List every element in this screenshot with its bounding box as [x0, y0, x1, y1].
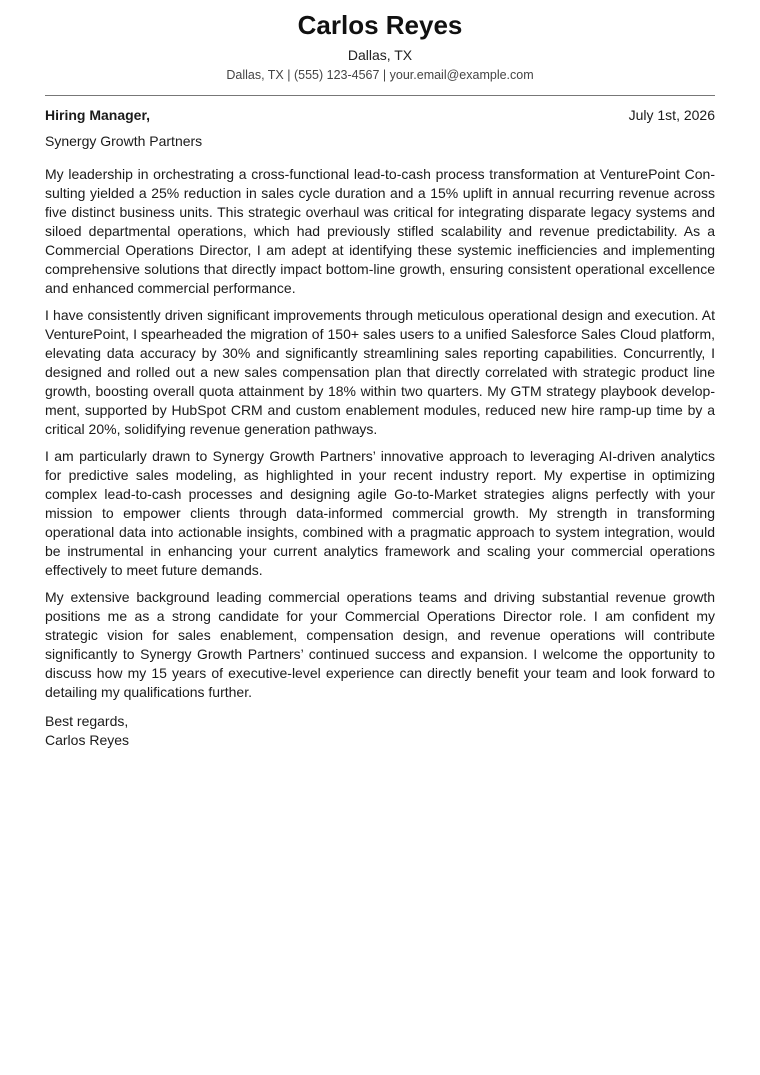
- header-divider: [45, 95, 715, 96]
- letter-date: July 1st, 2026: [628, 107, 715, 123]
- body-paragraph-1: My leadership in orchestrating a cross-functional lead-to-cash process transformation at VenturePoint Consulting yielded a 25% reduction in sales cycle duration and a 15% uplift in annual recurring revenue across five distinct business units. This strategic overhaul was critical for integrating disparate legacy systems and siloed departmental operations, which had previously stifled scalability and revenue predictability. As a Commercial Operations Director, I am adept at identifying these systemic inefficiencies and implementing comprehensive solutions that directly impact bottom-line growth, ensuring consistent operational excellence and enhanced commercial performance.: [45, 166, 715, 296]
- body-paragraph-2: I have consistently driven significant improvements through meticulous operational design and execution. At VenturePoint, I spearheaded the migration of 150+ sales users to a unified Salesforce Sales Cloud platform, elevating data accuracy by 30% and significantly streamlining sales reporting capabilities. Concurrently, I designed and rolled out a new sales compensation plan that directly correlated with strategic product line growth, boosting overall quota attainment by 18% within two quarters. My GTM strategy playbook development, supported by HubSpot CRM and custom enablement modules, reduced new hire ramp-up time by a critical 20%, solidifying revenue generation pathways.: [45, 307, 715, 437]
- applicant-contact-line: Dallas, TX | (555) 123-4567 | your.email@example.com: [226, 68, 534, 82]
- body-paragraph-3: I am particularly drawn to Synergy Growth Partners’ innovative approach to leveraging AI-driven analytics for predictive sales modeling, as highlighted in your recent industry report. My expertise in optimizing complex lead-to-cash processes and designing agile Go-to-Market strategies aligns perfectly with your mission to empower clients through data-informed commercial growth. My strength in transforming operational data into actionable insights, combined with a pragmatic approach to system integration, would be instrumental in enhancing your current analytics framework and scaling your commercial operations effectively to meet future demands.: [45, 448, 715, 578]
- sign-off: Best regards,: [45, 713, 129, 729]
- letter-body: [45, 165, 715, 702]
- body-paragraph-4: My extensive background leading commercial operations teams and driving substantial revenue growth positions me as a strong candidate for your Commercial Operations Director role. I am confident my strategic vision for sales enablement, compensation design, and revenue operations will contribute significantly to Synergy Growth Partners’ continued success and expansion. I welcome the opportunity to discuss how my 15 years of executive-level experience can directly benefit your team and look forward to detailing my qualifications further.: [45, 589, 715, 700]
- applicant-name: Carlos Reyes: [297, 10, 463, 40]
- letter-closing: [45, 712, 715, 750]
- signature-name: Carlos Reyes: [45, 732, 130, 748]
- recipient-salutation: Hiring Manager,: [45, 107, 151, 123]
- applicant-location: Dallas, TX: [347, 47, 413, 63]
- letter-header: [45, 10, 715, 83]
- recipient-company: Synergy Growth Partners: [45, 133, 203, 149]
- recipient-date-row: [45, 106, 715, 124]
